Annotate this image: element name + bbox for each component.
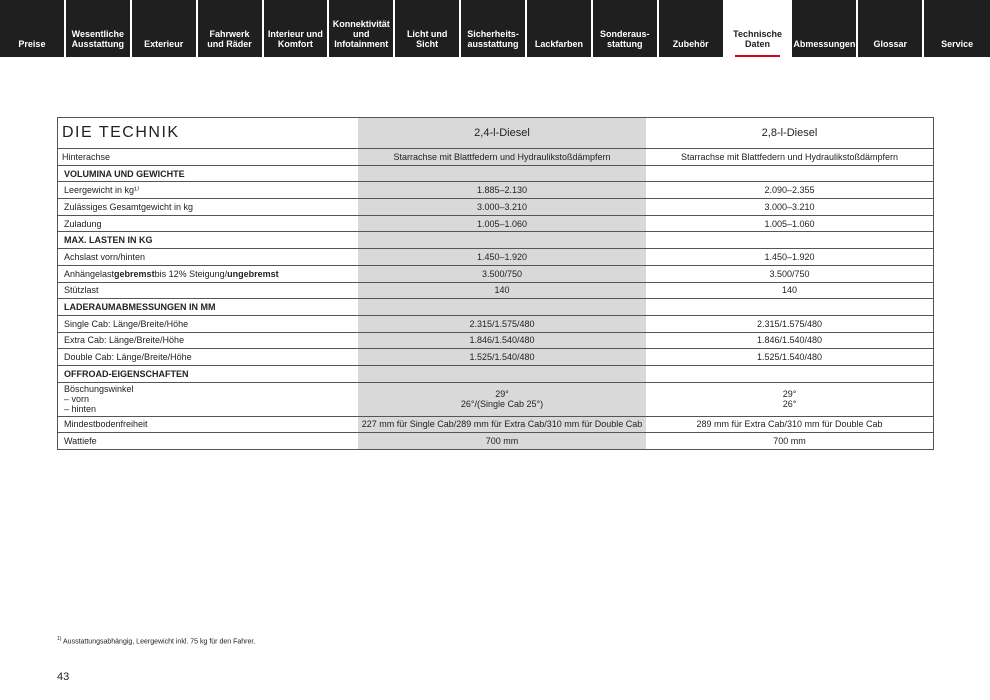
nav-tab-10[interactable]: [659, 0, 723, 57]
nav-tab-4[interactable]: [264, 0, 328, 57]
nav-tab-8[interactable]: [527, 0, 591, 57]
value-24-diesel: 3.000–3.210: [358, 199, 646, 215]
value-28-diesel: [646, 299, 933, 315]
row-label: Achslast vorn/hinten: [64, 251, 146, 262]
value-24-diesel: 2.315/1.575/480: [358, 316, 646, 332]
nav-tab-2[interactable]: [132, 0, 196, 57]
value-28-diesel: [646, 366, 933, 382]
value-28-diesel: 1.450–1.920: [764, 251, 815, 262]
nav-tab-label: Lackfarben: [534, 39, 583, 49]
nav-tab-label: Sonderaus- stattung: [600, 29, 650, 49]
row-label: Single Cab: Länge/Breite/Höhe: [64, 318, 189, 329]
nav-tab-label: Exterieur: [144, 39, 184, 49]
value-28-diesel: 29° 26°: [782, 389, 797, 410]
nav-tab-label: Konnektivität und Infotainment: [332, 19, 390, 49]
row-label: Double Cab: Länge/Breite/Höhe: [64, 352, 192, 363]
value-24-diesel: Starrachse mit Blattfedern und Hydraulikstoßdämpfern: [358, 149, 646, 165]
nav-tab-label: Zubehör: [672, 39, 709, 49]
value-24-diesel: 227 mm für Single Cab/289 mm für Extra Cab/310 mm für Double Cab: [358, 417, 646, 433]
table-row: [58, 149, 933, 166]
row-label-part: gebremst: [114, 268, 155, 279]
row-label: Wattiefe: [64, 436, 97, 447]
nav-tab-12[interactable]: [792, 0, 856, 57]
footnote: [57, 636, 255, 645]
nav-tab-label: Technische Daten: [733, 29, 782, 49]
value-28-diesel: 1.005–1.060: [764, 218, 815, 229]
value-24-diesel: 1.846/1.540/480: [358, 333, 646, 349]
row-label-part: bis 12% Steigung/: [154, 268, 228, 279]
value-24-diesel: 1.885–2.130: [358, 182, 646, 198]
table-row: [58, 283, 933, 300]
nav-tab-label: Wesentliche Ausstattung: [71, 29, 125, 49]
table-title: DIE TECHNIK: [62, 124, 180, 141]
table-row: [58, 417, 933, 434]
value-24-diesel: 140: [358, 283, 646, 299]
row-label-part: Anhängelast: [64, 268, 115, 279]
value-24-diesel: [358, 232, 646, 248]
nav-tab-label: Service: [941, 39, 974, 49]
table-row: [58, 433, 933, 449]
value-24-diesel: 1.450–1.920: [358, 249, 646, 265]
footnote-mark: 1): [57, 636, 62, 642]
table-section-row: [58, 232, 933, 249]
value-24-diesel: 1.005–1.060: [358, 216, 646, 232]
nav-tab-1[interactable]: [66, 0, 130, 57]
value-24-diesel: 3.500/750: [358, 266, 646, 282]
nav-tab-label: Sicherheits- ausstattung: [467, 29, 519, 49]
value-28-diesel: [646, 166, 933, 182]
value-24-diesel: 1.525/1.540/480: [358, 349, 646, 365]
value-28-diesel: 140: [781, 285, 798, 296]
nav-tab-label: Fahrwerk und Räder: [207, 29, 252, 49]
footnote-text: Ausstattungsabhängig, Leergewicht inkl. 75 kg für den Fahrer.: [63, 638, 256, 646]
row-label: Zulässiges Gesamtgewicht in kg: [64, 201, 194, 212]
nav-tab-label: Glossar: [873, 39, 908, 49]
nav-tab-0[interactable]: [0, 0, 64, 57]
table-row: [58, 349, 933, 366]
value-24-diesel: 29° 26°/(Single Cab 25°): [358, 383, 646, 416]
nav-tab-11[interactable]: [725, 0, 791, 57]
section-nav: [0, 0, 990, 57]
page-number: 43: [57, 671, 70, 683]
row-label: Böschungswinkel – vorn – hinten: [64, 384, 134, 415]
table-row: [58, 383, 933, 417]
nav-tab-6[interactable]: [395, 0, 459, 57]
nav-tab-7[interactable]: [461, 0, 525, 57]
row-label: Hinterachse: [62, 151, 111, 162]
value-24-diesel: [358, 299, 646, 315]
value-28-diesel: 2.090–2.355: [764, 185, 815, 196]
nav-tab-5[interactable]: [329, 0, 393, 57]
nav-tab-label: Interieur und Komfort: [267, 29, 323, 49]
table-row: [58, 249, 933, 266]
table-row: [58, 316, 933, 333]
value-28-diesel: 289 mm für Extra Cab/310 mm für Double Cab: [696, 419, 883, 430]
column-header-28-diesel: 2,8-l-Diesel: [761, 127, 818, 139]
nav-tab-13[interactable]: [858, 0, 922, 57]
value-24-diesel: 700 mm: [358, 433, 646, 449]
value-24-diesel: [358, 366, 646, 382]
nav-tab-3[interactable]: [198, 0, 262, 57]
technical-data-table: [57, 117, 934, 450]
table-row: [58, 216, 933, 233]
row-label: Mindestbodenfreiheit: [64, 419, 148, 430]
row-label: [58, 266, 358, 282]
value-28-diesel: Starrachse mit Blattfedern und Hydraulikstoßdämpfern: [680, 151, 899, 162]
value-24-diesel: [358, 166, 646, 182]
value-28-diesel: 2.315/1.575/480: [756, 318, 823, 329]
column-header-24-diesel: 2,4-l-Diesel: [358, 118, 646, 148]
table-row: [58, 333, 933, 350]
row-label: Stützlast: [64, 285, 99, 296]
row-label-part: ungebremst: [227, 268, 279, 279]
table-row: [58, 266, 933, 283]
value-28-diesel: [646, 232, 933, 248]
table-section-row: [58, 366, 933, 383]
row-label: Zuladung: [64, 218, 102, 229]
nav-tab-14[interactable]: [924, 0, 990, 57]
value-28-diesel: 3.000–3.210: [764, 201, 815, 212]
section-heading: LADERAUMABMESSUNGEN IN MM: [64, 302, 216, 313]
value-28-diesel: 3.500/750: [769, 268, 810, 279]
row-label: Leergewicht in kg¹⁾: [64, 185, 140, 196]
table-row: [58, 182, 933, 199]
table-header: [58, 118, 933, 149]
nav-tab-label: Licht und Sicht: [406, 29, 448, 49]
section-heading: VOLUMINA UND GEWICHTE: [64, 168, 185, 179]
table-section-row: [58, 166, 933, 183]
row-label: Extra Cab: Länge/Breite/Höhe: [64, 335, 185, 346]
table-row: [58, 199, 933, 216]
section-heading: OFFROAD-EIGENSCHAFTEN: [64, 368, 189, 379]
value-28-diesel: 700 mm: [773, 436, 806, 447]
value-28-diesel: 1.525/1.540/480: [756, 352, 823, 363]
section-heading: MAX. LASTEN IN KG: [64, 235, 153, 246]
table-section-row: [58, 299, 933, 316]
value-28-diesel: 1.846/1.540/480: [756, 335, 823, 346]
nav-tab-9[interactable]: [593, 0, 657, 57]
nav-tab-label: Abmessungen: [793, 39, 856, 49]
nav-tab-label: Preise: [18, 39, 46, 49]
